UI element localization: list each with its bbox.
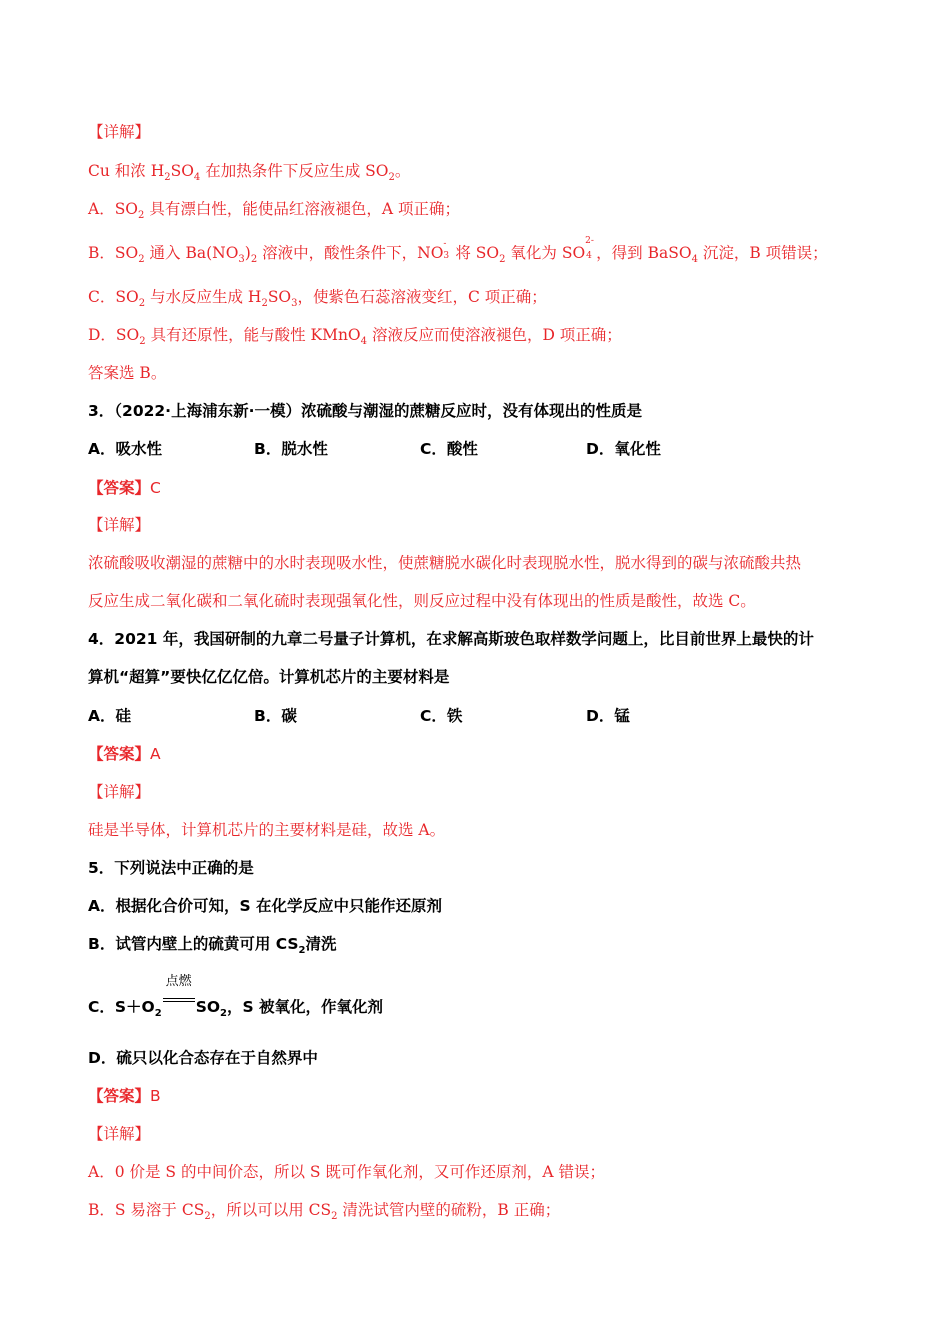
q4-stem-line-2: 算机“超算”要快亿亿亿倍。计算机芯片的主要材料是 xyxy=(88,668,450,686)
q2-answer-choice: 答案选 B。 xyxy=(88,364,167,382)
q3-options xyxy=(88,438,890,460)
answer-tag: 【答案】 xyxy=(88,479,151,497)
q5-detail-b: B．S 易溶于 $CS_2$，所以可以用 $CS_2$ 清洗试管内壁的硫粉，B 正确； xyxy=(88,1201,561,1223)
q4-detail: 硅是半导体，计算机芯片的主要材料是硅，故选 A。 xyxy=(88,821,446,839)
q5-stem: 5．下列说法中正确的是 xyxy=(88,859,254,877)
sulfate-ion-script: 2- 4 xyxy=(585,236,594,261)
q3-answer xyxy=(88,477,890,499)
q3-option-b[interactable]: B．脱水性 xyxy=(254,440,328,458)
q5-option-b[interactable]: B．试管内壁上的硫黄可用 $CS_2$清洗 xyxy=(88,935,337,957)
answer-value: A xyxy=(150,745,161,763)
q2-detail-option-a: A．$SO_2$ 具有漂白性，能使品红溶液褪色，A 项正确； xyxy=(88,200,460,222)
q2-detail-intro: Cu 和浓 $H_2SO_4$ 在加热条件下反应生成 $SO_2$。 xyxy=(88,162,411,184)
q3-detail-line-1: 浓硫酸吸收潮湿的蔗糖中的水时表现吸水性，使蔗糖脱水碳化时表现脱水性，脱水得到的碳与浓硫酸共热 xyxy=(88,554,802,572)
q5-detail-tag: 【详解】 xyxy=(88,1125,151,1143)
q4-stem-line-1: 4．2021 年，我国研制的九章二号量子计算机，在求解高斯玻色取样数学问题上，比目前世界上最快的计 xyxy=(88,630,814,648)
q3-option-c[interactable]: C．酸性 xyxy=(420,440,478,458)
q4-options xyxy=(88,705,890,727)
q3-option-d[interactable]: D．氧化性 xyxy=(586,440,661,458)
answer-tag: 【答案】 xyxy=(88,1087,151,1105)
answer-value: B xyxy=(150,1087,161,1105)
q3-option-a[interactable]: A．吸水性 xyxy=(88,440,162,458)
q4-option-b[interactable]: B．碳 xyxy=(254,707,297,725)
q5-option-a[interactable]: A．根据化合价可知，S 在化学反应中只能作还原剂 xyxy=(88,897,443,915)
q4-detail-tag: 【详解】 xyxy=(88,783,151,801)
q2-detail-option-d: D．$SO_2$ 具有还原性，能与酸性 KMnO$_4$ 溶液反应而使溶液褪色，D 项正确； xyxy=(88,326,622,348)
answer-tag: 【答案】 xyxy=(88,745,151,763)
q4-option-a[interactable]: A．硅 xyxy=(88,707,131,725)
q2-detail-option-c: C．$SO_2$ 与水反应生成 $H_2SO_3$，使紫色石蕊溶液变红，C 项正确； xyxy=(88,288,547,310)
q5-option-d[interactable]: D．硫只以化合态存在于自然界中 xyxy=(88,1049,318,1067)
q4-option-c[interactable]: C．铁 xyxy=(420,707,463,725)
q5-detail-a: A．0 价是 S 的中间价态，所以 S 既可作氧化剂，又可作还原剂，A 错误； xyxy=(88,1163,606,1181)
q2-detail-tag: 【详解】 xyxy=(88,123,151,141)
q3-detail-line-2: 反应生成二氧化碳和二氧化硫时表现强氧化性，则反应过程中没有体现出的性质是酸性，故选 C。 xyxy=(88,592,756,610)
reaction-condition-arrow: 点燃 xyxy=(162,990,196,1012)
answer-value: C xyxy=(150,479,161,497)
q3-stem: 3．（2022·上海浦东新·一模）浓硫酸与潮湿的蔗糖反应时，没有体现出的性质是 xyxy=(88,402,642,420)
q5-answer xyxy=(88,1085,890,1107)
nitrate-ion-script: - 3 xyxy=(443,239,450,261)
q5-option-c[interactable]: C．$S+O_2$ 点燃 $SO_2$，S 被氧化，作氧化剂 xyxy=(88,974,384,1020)
q4-option-d[interactable]: D．锰 xyxy=(586,707,630,725)
q3-detail-tag: 【详解】 xyxy=(88,516,151,534)
q4-answer xyxy=(88,743,890,765)
q2-detail-option-b: B．$SO_2$ 通入 $Ba(NO_3)_2$ 溶液中，酸性条件下，NO - 3 将 $SO_2$ 氧化为 SO 2- 4 ，得到 BaSO$_4$ 沉淀，B 项错误； xyxy=(88,236,828,266)
